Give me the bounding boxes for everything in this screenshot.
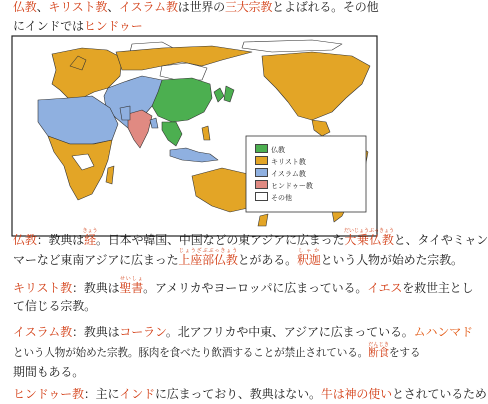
legend-swatch: [255, 180, 268, 189]
text: ：教典は: [72, 281, 120, 295]
text-line: [13, 362, 389, 382]
text: という人物が始めた宗教。: [320, 253, 463, 267]
legend-item-buddhism: [255, 144, 285, 154]
legend-label: イスラム教: [271, 170, 306, 178]
legend: [247, 140, 347, 204]
text-line: [13, 276, 474, 296]
term-theravada: 上座部仏教じょうざぶぶっきょう: [178, 248, 238, 267]
text: とがある。: [237, 253, 297, 267]
text: 期間もある。: [13, 365, 85, 379]
term-buddhism: 仏教: [13, 233, 37, 247]
text-line: [13, 228, 488, 248]
intro-sep: 、: [36, 0, 49, 14]
text: をする: [388, 347, 421, 359]
legend-label: 仏教: [271, 146, 285, 154]
text: 。北アフリカや中東、アジアに広まっている。: [165, 325, 414, 339]
legend-swatch: [255, 144, 268, 153]
hinduism-paragraph: [13, 384, 487, 404]
legend-label: キリスト教: [271, 158, 306, 166]
intro-islam: イスラム教: [119, 0, 178, 14]
text-line: [13, 322, 473, 342]
legend-swatch: [255, 192, 268, 201]
text: とされているため: [391, 387, 487, 401]
legend-item-hinduism: [255, 180, 313, 190]
text: て信じる宗教。: [13, 299, 96, 313]
text: を救世主とし: [402, 281, 474, 295]
text-line: [13, 248, 463, 268]
term-india: インド: [119, 387, 155, 401]
term-hinduism: ヒンドゥー教: [13, 387, 84, 401]
intro-mid: は世界の: [177, 0, 225, 14]
term-shaka: 釈迦しゃか: [296, 248, 321, 267]
intro-buddhism: 仏教: [13, 0, 37, 14]
term-muhammad: ムハンマド: [413, 325, 473, 339]
text-line: [13, 296, 389, 316]
legend-item-islam: [255, 168, 306, 178]
term-sacred-cow: 牛は神の使い: [320, 387, 392, 401]
text: 。アメリカやヨーロッパに広まっている。: [143, 281, 368, 295]
text: 。日本や韓国、中国などの東アジアに広まった: [95, 233, 345, 247]
legend-swatch: [255, 168, 268, 177]
intro-three-religions: 三大宗教: [224, 0, 273, 14]
text: マーなど東南アジアに広まった: [13, 253, 179, 267]
intro-sep: 、: [107, 0, 119, 14]
christianity-paragraph: [13, 276, 474, 316]
intro-hinduism: ヒンドゥー: [83, 19, 143, 33]
islam-paragraph: [13, 322, 473, 382]
text: という人物が始めた宗教。豚肉を食べたり飲酒することが禁止されている。: [13, 347, 369, 359]
text-line: [13, 342, 421, 362]
legend-label: ヒンドゥー教: [271, 182, 313, 190]
intro-tail: とよばれる。その他にインドでは: [13, 0, 379, 33]
term-christianity: キリスト教: [13, 281, 73, 295]
text: と、タイやミャン: [393, 233, 488, 247]
term-sutra: 経きょう: [82, 228, 98, 247]
text: ：教典は: [72, 325, 120, 339]
legend-label: その他: [271, 194, 292, 202]
world-religion-map: [12, 36, 377, 236]
term-jesus: イエス: [367, 281, 403, 295]
intro-christianity: キリスト教: [48, 0, 108, 14]
buddhism-paragraph: [13, 228, 488, 268]
text: ：教典は: [36, 233, 85, 247]
term-mahayana: 大乗仏教だいじょうぶっきょう: [344, 228, 395, 247]
legend-item-other: [255, 192, 292, 202]
legend-swatch: [255, 156, 268, 165]
legend-item-christianity: [255, 156, 306, 166]
text: ：主に: [83, 387, 120, 401]
term-bible: 聖書せいしょ: [119, 276, 144, 295]
term-islam: イスラム教: [13, 325, 73, 339]
text-line: [13, 384, 487, 404]
term-fasting: 断食だんじき: [368, 342, 389, 359]
term-quran: コーラン: [119, 325, 166, 339]
text: に広まっており、教典はない。: [154, 387, 321, 401]
